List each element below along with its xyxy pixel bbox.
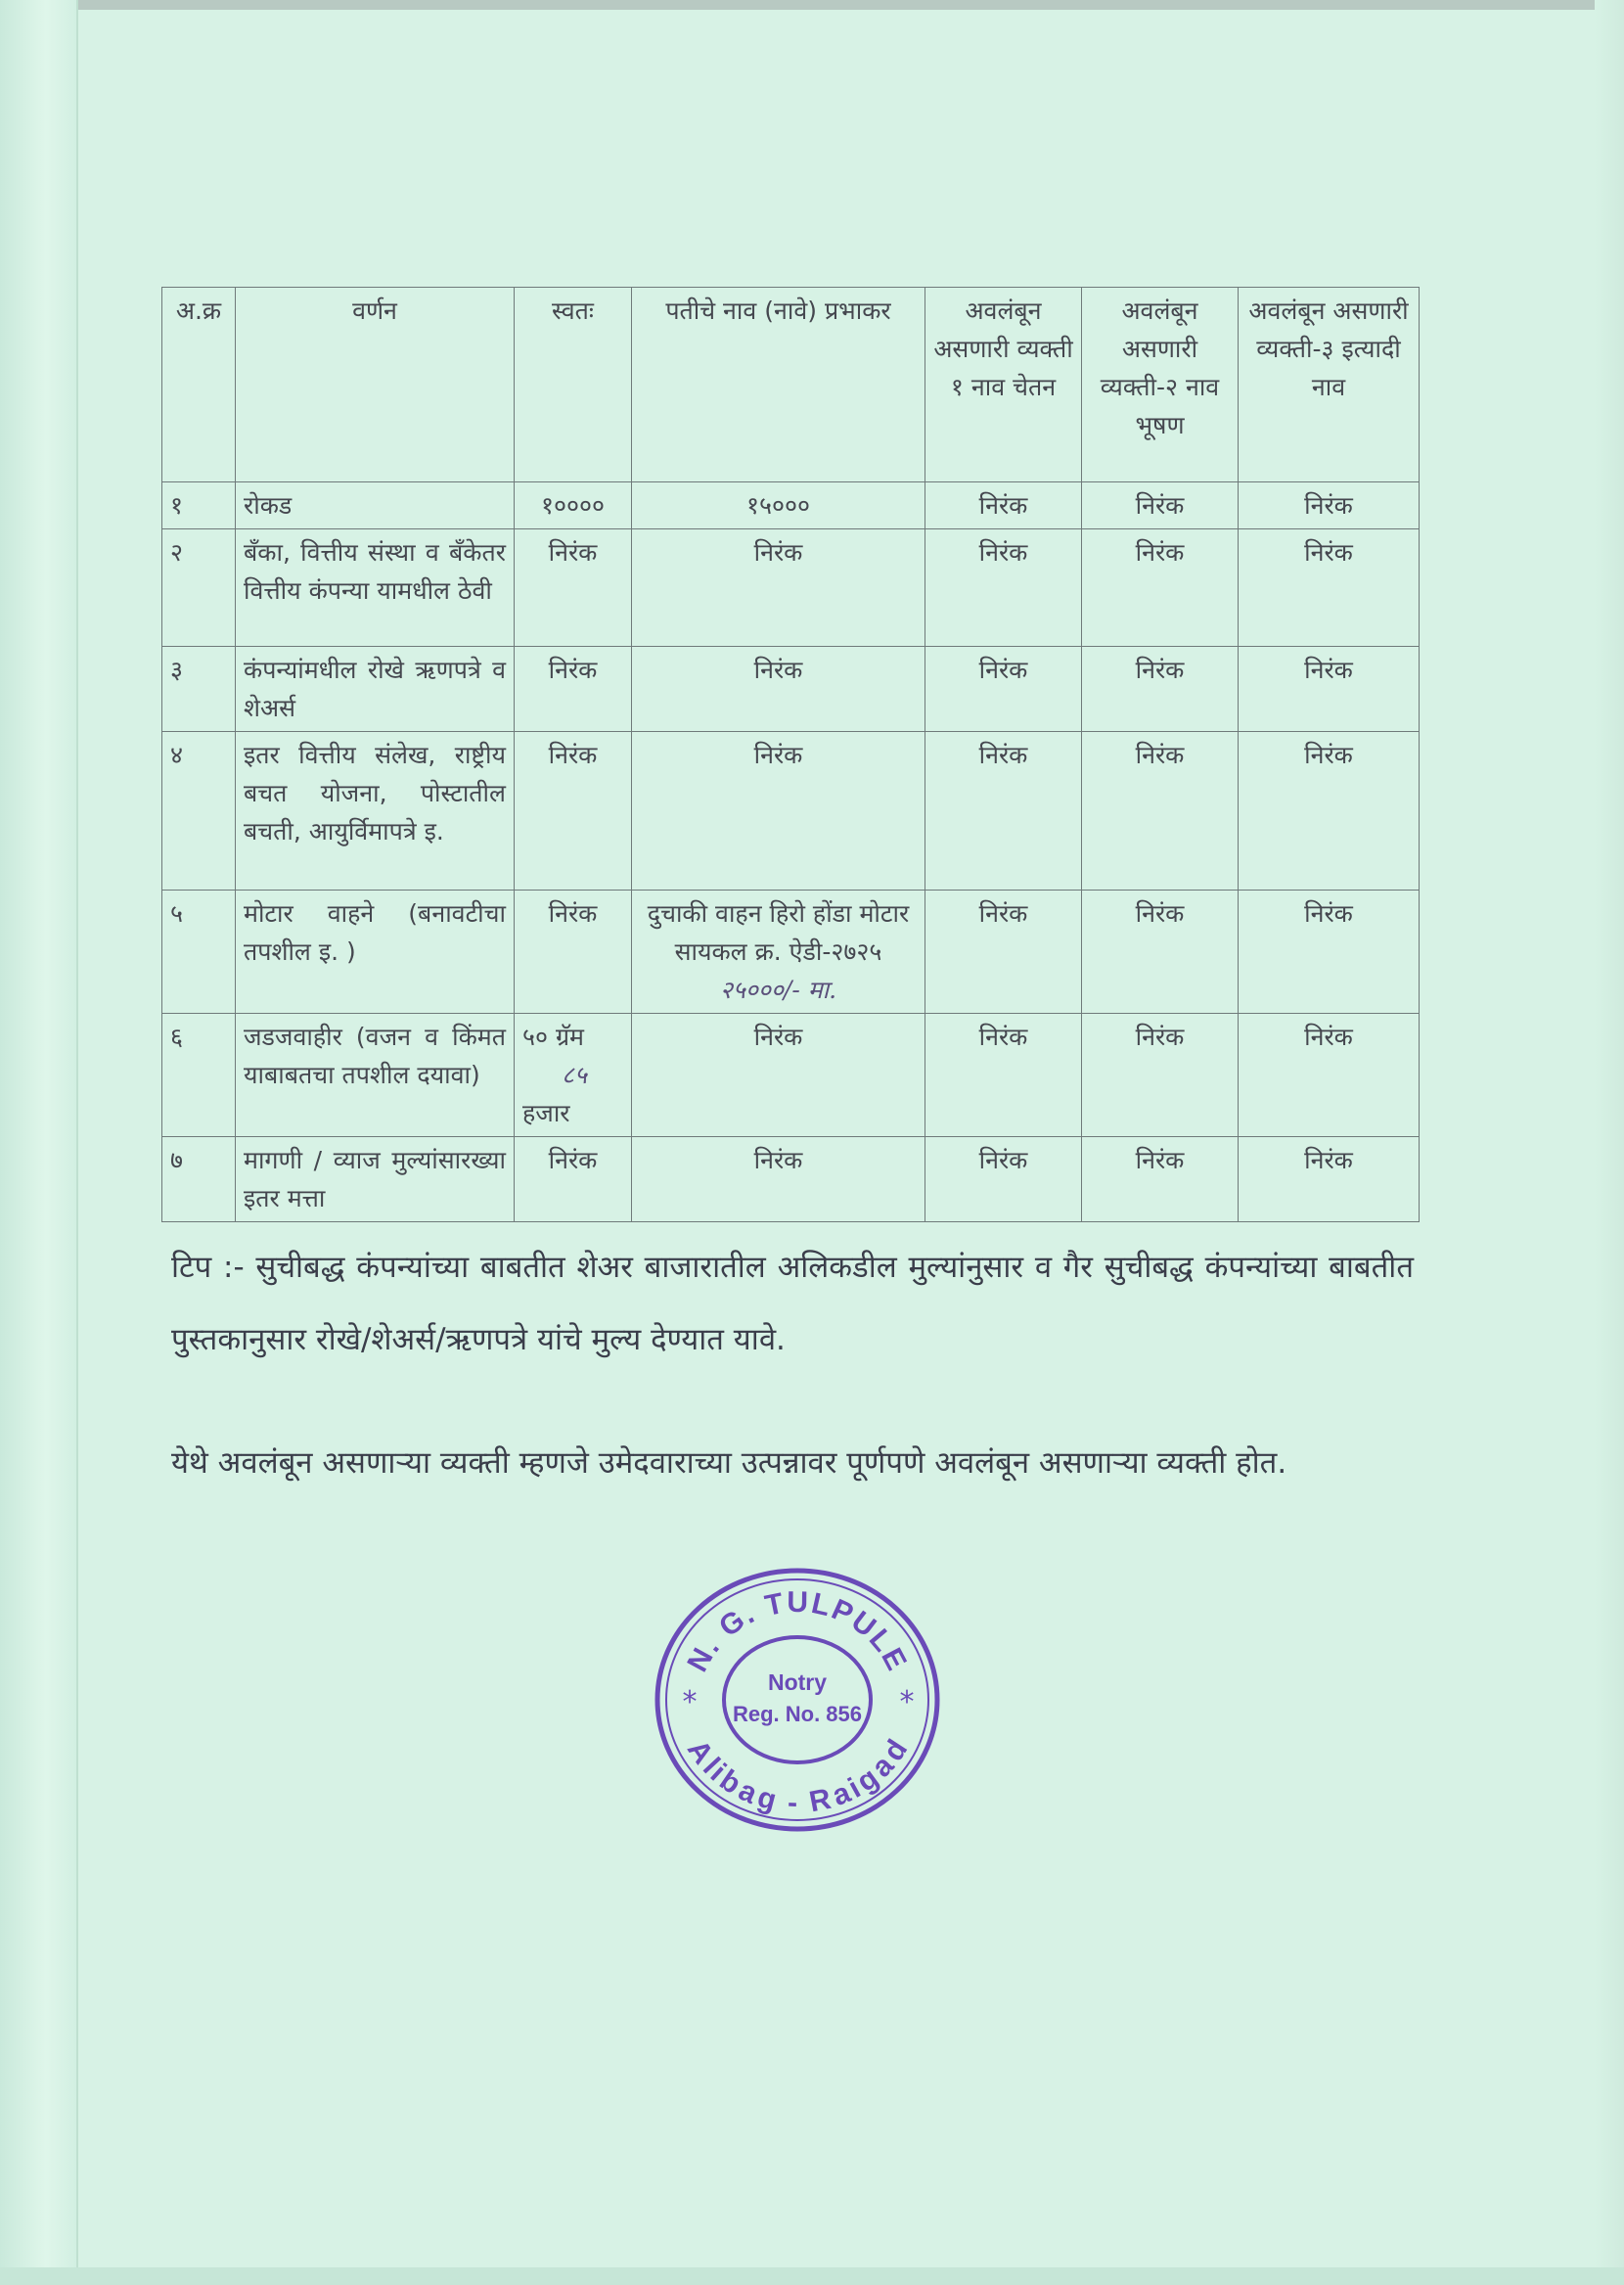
row-spouse-value: निरंक bbox=[632, 1137, 925, 1222]
table-row bbox=[162, 732, 1420, 891]
row-self-value: निरंक bbox=[515, 647, 632, 732]
row-serial: ४ bbox=[162, 732, 236, 891]
handwritten-jewellery-value: ८५ bbox=[562, 1061, 588, 1089]
page-binding-edge bbox=[0, 0, 78, 2285]
row-dependent-1-value: निरंक bbox=[925, 1137, 1082, 1222]
row-description: बँका, वित्तीय संस्था व बँकेतर वित्तीय कंपन्या यामधील ठेवी bbox=[236, 529, 515, 647]
seal-center-line-2: Reg. No. 856 bbox=[732, 1702, 863, 1726]
table-header-row bbox=[162, 288, 1420, 482]
row-description: जडजवाहीर (वजन व किंमत याबाबतचा तपशील दयावा) bbox=[236, 1014, 515, 1137]
row-description: मोटार वाहने (बनावटीचा तपशील इ. ) bbox=[236, 891, 515, 1014]
row-spouse-value: निरंक bbox=[632, 647, 925, 732]
row-description: कंपन्यांमधील रोखे ऋणपत्रे व शेअर्स bbox=[236, 647, 515, 732]
row-dependent-3-value: निरंक bbox=[1239, 891, 1420, 1014]
row-dependent-1-value: निरंक bbox=[925, 732, 1082, 891]
row-description: मागणी / व्याज मुल्यांसारख्या इतर मत्ता bbox=[236, 1137, 515, 1222]
row-dependent-3-value: निरंक bbox=[1239, 482, 1420, 529]
row-self-value: निरंक bbox=[515, 732, 632, 891]
header-dependent-1: अवलंबून असणारी व्यक्ती १ नाव चेतन bbox=[925, 288, 1082, 482]
header-spouse: पतीचे नाव (नावे) प्रभाकर bbox=[632, 288, 925, 482]
row-spouse-value: निरंक bbox=[632, 1014, 925, 1137]
seal-center-line-1: Notry bbox=[767, 1669, 828, 1695]
page-bottom-edge bbox=[0, 2267, 1624, 2285]
seal-top-text: N. G. TULPULE bbox=[681, 1585, 914, 1677]
row-dependent-2-value: निरंक bbox=[1082, 732, 1239, 891]
row-self-value: निरंक bbox=[515, 891, 632, 1014]
row-serial: १ bbox=[162, 482, 236, 529]
row-self-value: निरंक bbox=[515, 529, 632, 647]
row-description: इतर वित्तीय संलेख, राष्ट्रीय बचत योजना, पोस्टातील बचती, आयुर्विमापत्रे इ. bbox=[236, 732, 515, 891]
notary-seal-icon bbox=[651, 1563, 944, 1833]
row-dependent-3-value: निरंक bbox=[1239, 529, 1420, 647]
table-row bbox=[162, 529, 1420, 647]
row-self-value: १०००० bbox=[515, 482, 632, 529]
row-description: रोकड bbox=[236, 482, 515, 529]
row-dependent-1-value: निरंक bbox=[925, 891, 1082, 1014]
row-dependent-2-value: निरंक bbox=[1082, 529, 1239, 647]
row-spouse-value: निरंक bbox=[632, 529, 925, 647]
seal-star-right-icon: * bbox=[899, 1685, 915, 1719]
row-serial: ३ bbox=[162, 647, 236, 732]
row-dependent-1-value: निरंक bbox=[925, 529, 1082, 647]
row-dependent-2-value: निरंक bbox=[1082, 1014, 1239, 1137]
row-dependent-1-value: निरंक bbox=[925, 1014, 1082, 1137]
row-spouse-value: १५००० bbox=[632, 482, 925, 529]
row-serial: ७ bbox=[162, 1137, 236, 1222]
header-dependent-2: अवलंबून असणारी व्यक्ती-२ नाव भूषण bbox=[1082, 288, 1239, 482]
jewellery-weight: ५० ग्रॅम bbox=[522, 1023, 584, 1051]
seal-bottom-text: Alibag - Raigad bbox=[680, 1734, 915, 1819]
header-description: वर्णन bbox=[236, 288, 515, 482]
assets-table bbox=[161, 287, 1420, 1222]
handwritten-vehicle-value: २५०००/- मा. bbox=[719, 976, 837, 1004]
row-dependent-2-value: निरंक bbox=[1082, 891, 1239, 1014]
row-dependent-2-value: निरंक bbox=[1082, 647, 1239, 732]
row-self-value bbox=[515, 1014, 632, 1137]
row-spouse-value bbox=[632, 891, 925, 1014]
row-dependent-3-value: निरंक bbox=[1239, 1137, 1420, 1222]
row-serial: २ bbox=[162, 529, 236, 647]
row-dependent-2-value: निरंक bbox=[1082, 1137, 1239, 1222]
header-serial: अ.क्र bbox=[162, 288, 236, 482]
table-row bbox=[162, 1137, 1420, 1222]
row-serial: ६ bbox=[162, 1014, 236, 1137]
jewellery-value-unit: हजार bbox=[522, 1099, 570, 1127]
vehicle-details: दुचाकी वाहन हिरो होंडा मोटार सायकल क्र. ऐडी-२७२५ bbox=[647, 899, 910, 966]
row-dependent-2-value: निरंक bbox=[1082, 482, 1239, 529]
row-dependent-3-value: निरंक bbox=[1239, 732, 1420, 891]
table-row bbox=[162, 891, 1420, 1014]
seal-star-left-icon: * bbox=[682, 1685, 698, 1719]
row-spouse-value: निरंक bbox=[632, 732, 925, 891]
table-row bbox=[162, 647, 1420, 732]
table-row bbox=[162, 1014, 1420, 1137]
header-self: स्वतः bbox=[515, 288, 632, 482]
page-right-edge bbox=[1595, 0, 1624, 2285]
row-dependent-1-value: निरंक bbox=[925, 482, 1082, 529]
note-dependents-definition: येथे अवलंबून असणाऱ्या व्यक्ती म्हणजे उमेदवाराच्या उत्पन्नावर पूर्णपणे अवलंबून असणाऱ्या व्यक्ती होत. bbox=[171, 1445, 1287, 1481]
row-self-value: निरंक bbox=[515, 1137, 632, 1222]
page-top-edge bbox=[0, 0, 1624, 10]
header-dependent-3: अवलंबून असणारी व्यक्ती-३ इत्यादी नाव bbox=[1239, 288, 1420, 482]
row-dependent-3-value: निरंक bbox=[1239, 1014, 1420, 1137]
note-listed-companies: टिप :- सुचीबद्ध कंपन्यांच्या बाबतीत शेअर बाजारातील अलिकडील मुल्यांनुसार व गैर सुचीबद्ध कंपन्यांच्या बाबतीत पुस्तकानुसार रोखे/शेअर्स/ऋणपत्रे यांचे मुल्य देण्यात यावे. bbox=[171, 1250, 1414, 1357]
row-dependent-3-value: निरंक bbox=[1239, 647, 1420, 732]
table-row bbox=[162, 482, 1420, 529]
seal-center-ring bbox=[724, 1637, 871, 1762]
row-serial: ५ bbox=[162, 891, 236, 1014]
row-dependent-1-value: निरंक bbox=[925, 647, 1082, 732]
